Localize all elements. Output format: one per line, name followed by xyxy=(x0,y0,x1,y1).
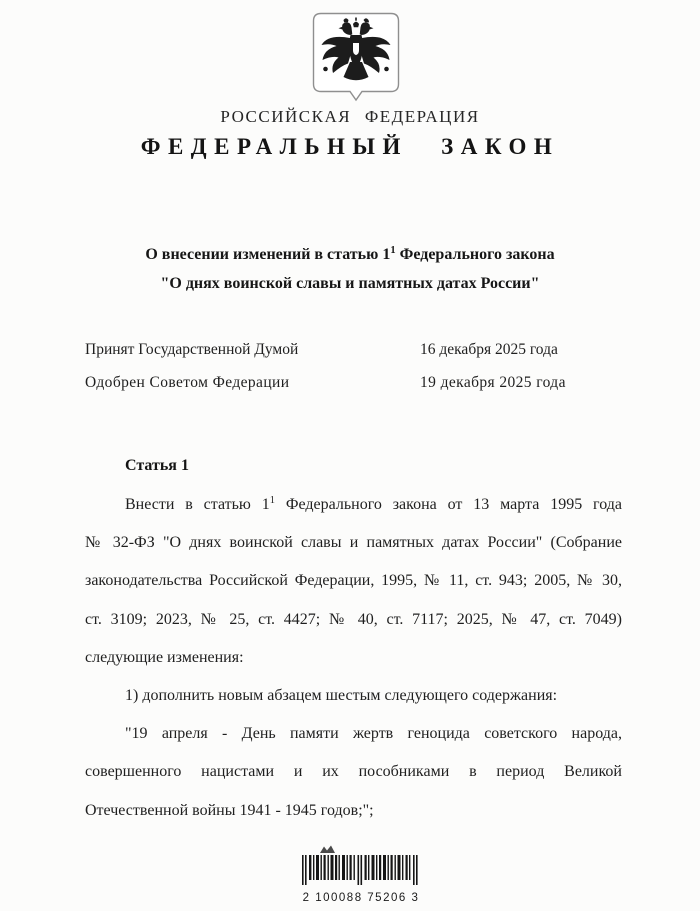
duma-label: Принят Государственной Думой xyxy=(85,341,299,358)
duma-date: 16 декабря 2025 года xyxy=(420,341,558,358)
adoption-row-duma xyxy=(85,341,622,374)
print-mark-icon xyxy=(319,845,336,854)
superscript: 1 xyxy=(390,245,396,256)
header-doc-type: ФЕДЕРАЛЬНЫЙ ЗАКОН xyxy=(140,134,560,159)
council-date: 19 декабря 2025 года xyxy=(420,374,566,391)
header-country: РОССИЙСКАЯ ФЕДЕРАЦИЯ xyxy=(220,107,480,126)
superscript: 1 xyxy=(269,495,275,506)
barcode-number: 2 100088 75206 3 xyxy=(302,892,420,904)
body-line: № 32-ФЗ "О днях воинской славы и памятных датах России" (Собрание xyxy=(85,534,622,552)
body-line: законодательства Российской Федерации, 1995, № 11, ст. 943; 2005, № 30, xyxy=(85,572,622,590)
barcode xyxy=(297,845,425,904)
body-text xyxy=(85,486,622,830)
adoption-block xyxy=(85,341,622,407)
barcode-bars xyxy=(301,855,421,886)
body-line: совершенного нацистами и их пособниками в период Великой xyxy=(85,763,622,781)
article-heading: Статья 1 xyxy=(125,457,189,474)
body-line: следующие изменения: xyxy=(85,648,244,666)
russian-coat-of-arms-icon xyxy=(312,12,400,112)
body-line: ст. 3109; 2023, № 25, ст. 4427; № 40, ст. 7117; 2025, № 47, ст. 7049) xyxy=(85,610,622,628)
body-line: 1) дополнить новым абзацем шестым следующего содержания: xyxy=(125,686,558,704)
body-line: "19 апреля - День памяти жертв геноцида советского народа, xyxy=(125,725,622,743)
body-line: Внести в статью $1^1$ Федерального закона от 13 марта 1995 года xyxy=(125,495,622,513)
law-title-line1: О внесении изменений в статью $1^1$ Федерального закона xyxy=(145,245,555,263)
law-title xyxy=(0,241,700,297)
law-title-line2: "О днях воинской славы и памятных датах России" xyxy=(160,275,540,292)
council-label: Одобрен Советом Федерации xyxy=(85,374,290,391)
body-line: Отечественной войны 1941 - 1945 годов;"; xyxy=(85,801,374,819)
adoption-row-council xyxy=(85,374,622,407)
